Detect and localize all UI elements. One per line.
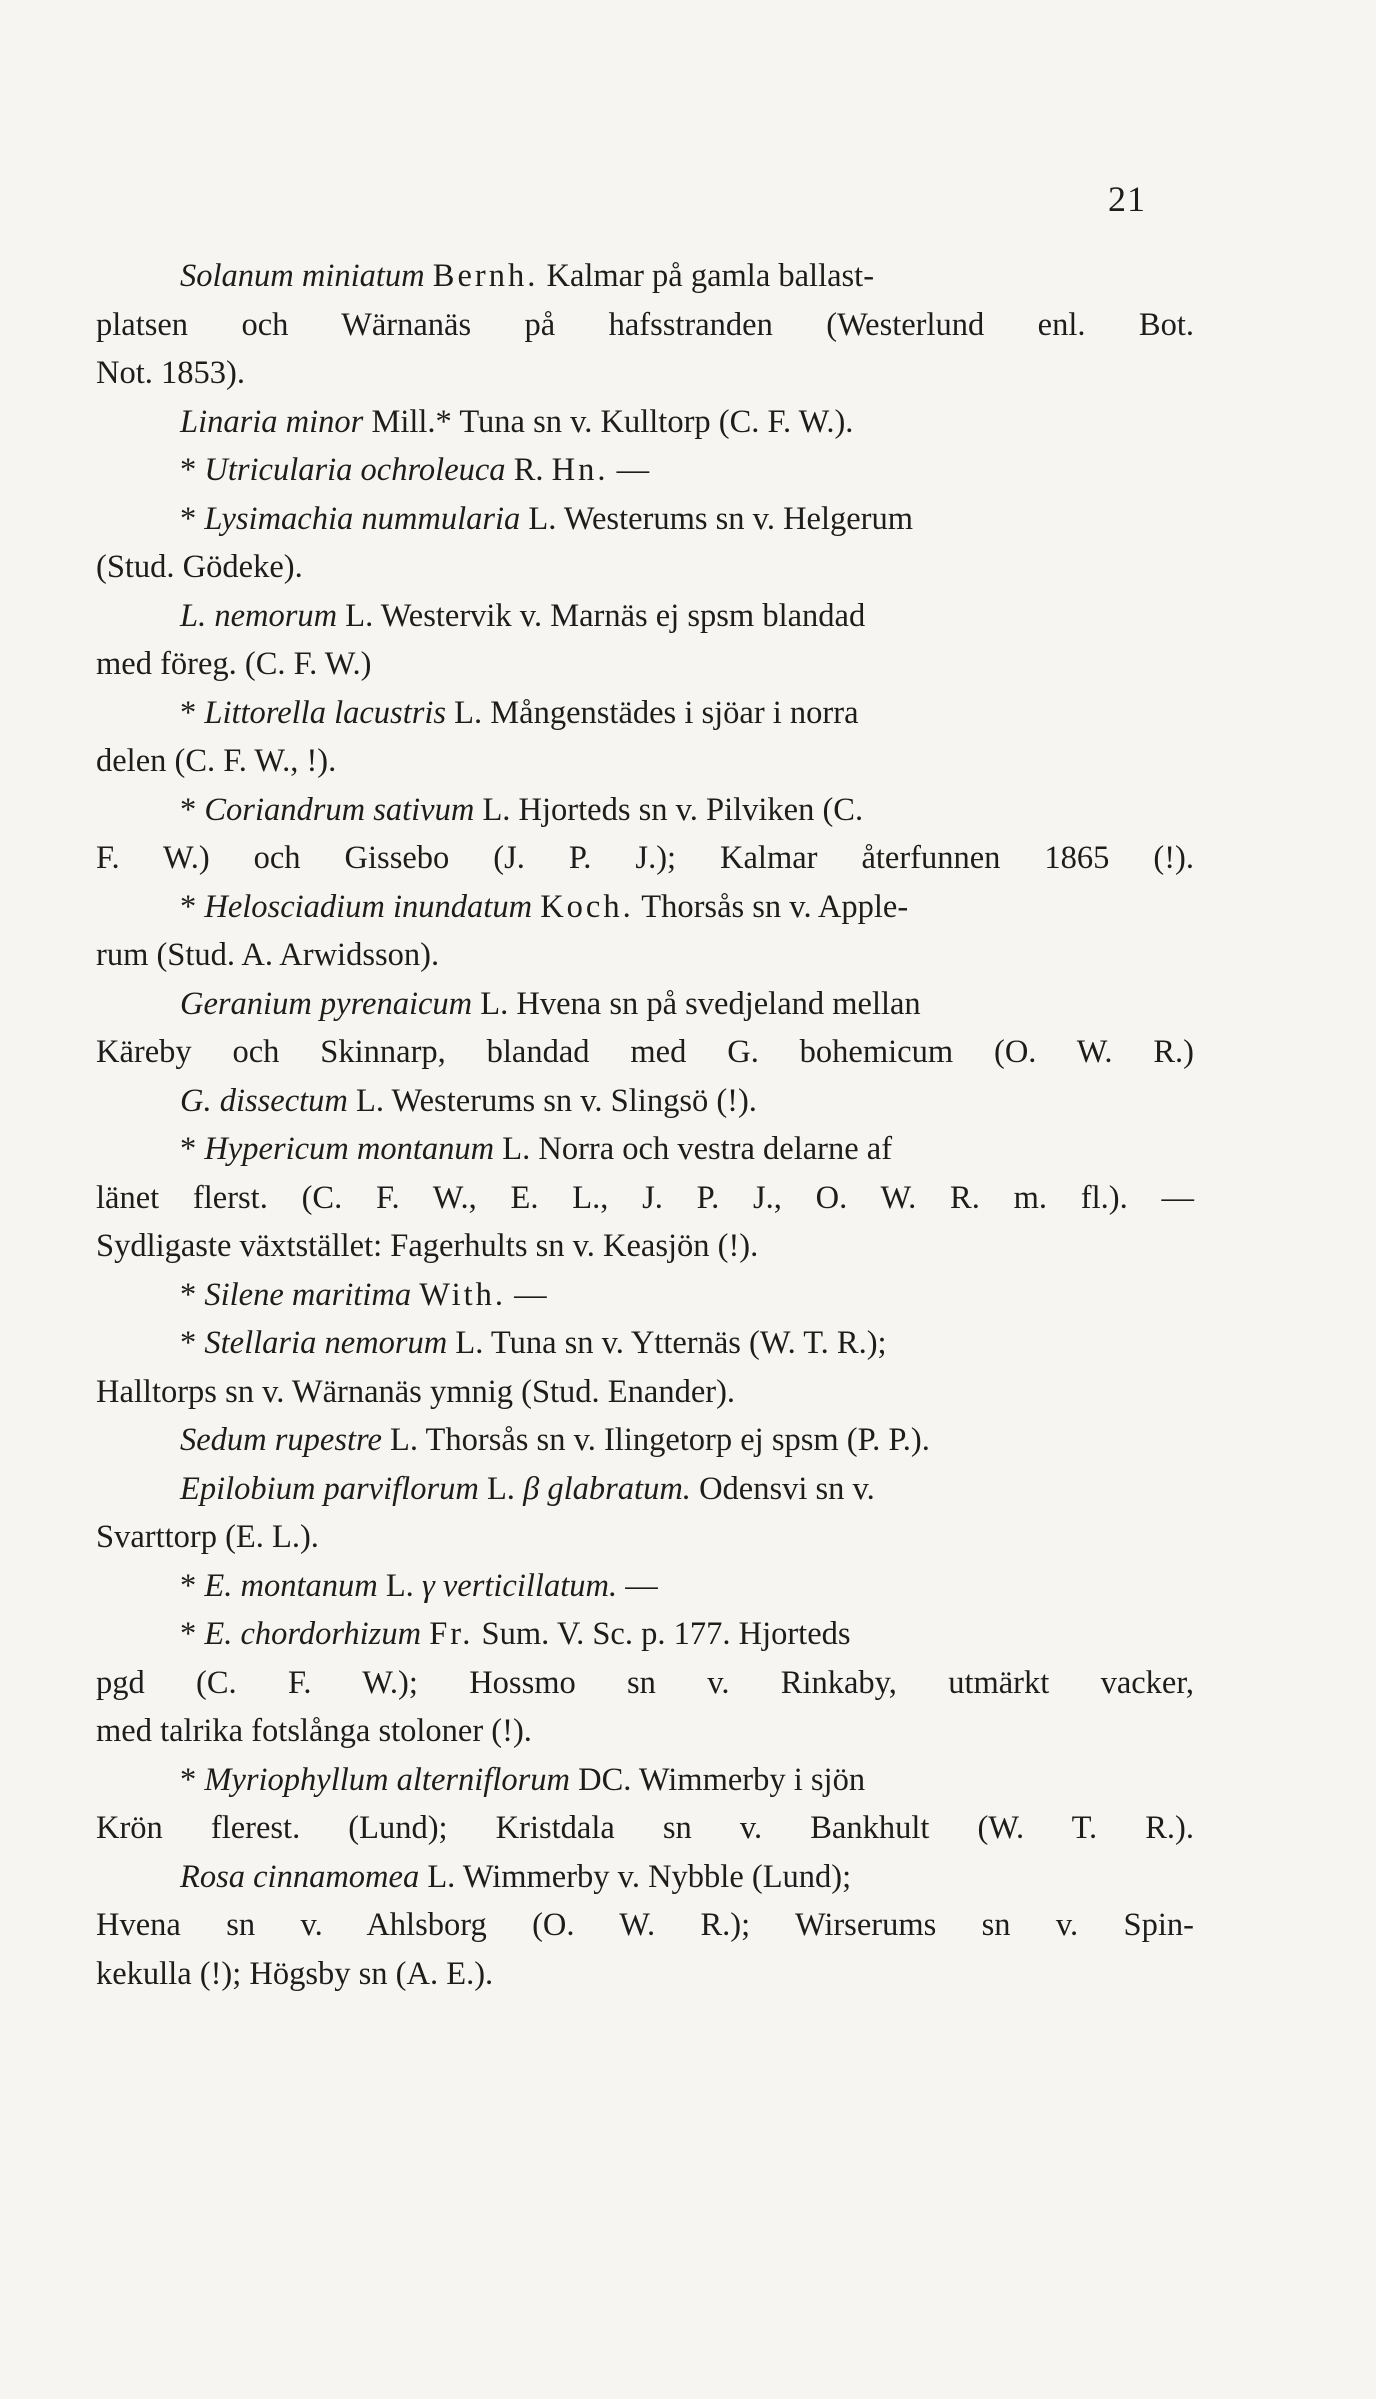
text-line [96,1901,1194,1950]
text-segment: med talrika fotslånga stoloner (!). [96,1713,532,1749]
text-segment: — [617,1567,658,1604]
text-segment: * [180,694,205,731]
text-line [96,1659,1194,1708]
taxon-name: G. dissectum [180,1082,348,1119]
text-segment [425,258,433,294]
text-segment: R. [505,452,552,488]
text-segment: L. Westerums sn v. Helgerum [520,500,914,537]
text-segment: Hvena sn v. Ahlsborg (O. W. R.); Wirserums sn v. Spin- [96,1907,1194,1943]
text-line [96,980,1194,1029]
page-body-text [96,252,1194,1998]
text-segment: L. [478,1470,524,1507]
text-line [96,1853,1194,1902]
text-segment: pgd (C. F. W.); Hossmo sn v. Rinkaby, utmärkt vacker, [96,1664,1194,1701]
text-segment: L. Wimmerby v. Nybble (Lund); [419,1858,852,1895]
taxon-name: Epilobium parviflorum [180,1470,479,1507]
text-segment: * [180,1616,205,1652]
text-segment: kekulla (!); Högsby sn (A. E.). [96,1955,494,1992]
taxon-name: Rosa cinnamomea [180,1858,420,1895]
text-line [96,446,1194,495]
text-segment: * [180,1276,205,1313]
taxon-name: Silene maritima [204,1276,412,1313]
text-segment: — [506,1276,547,1313]
taxon-name: Hypericum montanum [204,1131,495,1167]
text-segment: * [180,500,205,537]
text-segment: * [180,1325,205,1361]
text-segment: * [180,1761,205,1798]
taxon-name: Littorella lacustris [204,694,447,731]
text-segment: länet flerst. (C. F. W., E. L., J. P. J., O. W. R. m. fl.). — [96,1179,1194,1216]
text-line [96,1756,1194,1805]
text-line [96,1513,1194,1562]
text-line [96,1368,1194,1417]
text-line [96,737,1194,786]
text-line [96,834,1194,883]
text-segment: DC. Wimmerby i sjön [569,1761,866,1798]
text-segment: (Stud. Gödeke). [96,549,303,585]
text-segment: L. Norra och vestra delarne af [494,1131,893,1167]
author-name: Fr. [429,1616,474,1652]
taxon-name: L. nemorum [180,597,338,634]
taxon-name: γ verticillatum. [421,1567,618,1604]
text-segment: L. Hjorteds sn v. Pilviken (C. [474,791,864,828]
text-line [96,786,1194,835]
text-line [96,1125,1194,1174]
text-segment: * [180,452,205,488]
text-line [96,1416,1194,1465]
taxon-name: E. chordorhizum [204,1616,422,1652]
text-segment: * [180,1131,205,1167]
text-segment: Käreby och Skinnarp, blandad med G. bohemicum (O. W. R.) [96,1034,1194,1070]
text-line [96,1562,1194,1611]
taxon-name: Geranium pyrenaicum [180,985,473,1022]
taxon-name: E. montanum [204,1567,378,1604]
text-line [96,1707,1194,1756]
text-line [96,1465,1194,1514]
author-name: Bernh. [432,258,539,294]
text-line [96,349,1194,398]
text-segment: L. Westervik v. Marnäs ej spsm blandad [337,597,866,634]
text-line [96,592,1194,641]
text-segment [532,889,540,925]
text-line [96,1222,1194,1271]
text-segment: L. Mångenstädes i sjöar i norra [446,694,859,731]
text-segment: Sum. V. Sc. p. 177. Hjorteds [473,1616,851,1652]
text-line [96,1271,1194,1320]
text-segment: Mill.* Tuna sn v. Kulltorp (C. F. W.). [363,403,854,440]
text-segment: Krön flerest. (Lund); Kristdala sn v. Bankhult (W. T. R.). [96,1810,1194,1846]
text-line [96,1028,1194,1077]
text-line [96,883,1194,932]
text-segment: * [180,888,205,925]
taxon-name: Lysimachia nummularia [204,500,521,537]
text-segment [421,1616,429,1652]
author-name: With. [419,1276,507,1313]
text-segment: med föreg. (C. F. W.) [96,646,372,682]
taxon-name: β glabratum. [523,1470,691,1507]
taxon-name: Coriandrum sativum [204,791,475,828]
text-line [96,689,1194,738]
text-line [96,1077,1194,1126]
text-line [96,1950,1194,1999]
text-segment: L. [377,1567,422,1604]
page-number: 21 [1108,179,1146,219]
taxon-name: Sedum rupestre [180,1422,382,1458]
text-segment: L. Hvena sn på svedjeland mellan [472,985,921,1022]
text-segment: delen (C. F. W., !). [96,743,337,779]
text-line [96,301,1194,350]
text-segment: Not. 1853). [96,355,245,391]
taxon-name: Helosciadium inundatum [204,888,533,925]
text-segment: Halltorps sn v. Wärnanäs ymnig (Stud. Enander). [96,1373,736,1410]
text-segment: Thorsås sn v. Apple- [633,888,909,925]
text-line [96,640,1194,689]
text-segment: — [608,452,650,488]
taxon-name: Linaria minor [180,403,364,440]
text-line [96,1174,1194,1223]
text-line [96,931,1194,980]
text-segment: rum (Stud. A. Arwidsson). [96,937,440,973]
text-segment: platsen och Wärnanäs på hafsstranden (Westerlund enl. Bot. [96,306,1194,343]
text-segment: L. Tuna sn v. Ytternäs (W. T. R.); [447,1325,887,1361]
text-line [96,1319,1194,1368]
text-segment: L. Westerums sn v. Slingsö (!). [347,1082,757,1119]
author-name: Koch. [540,888,634,925]
text-line [96,398,1194,447]
text-line [96,1610,1194,1659]
text-segment: * [180,791,205,828]
taxon-name: Solanum miniatum [180,258,425,294]
text-segment: Kalmar på gamla ballast- [538,258,875,294]
text-segment: Odensvi sn v. [690,1470,875,1507]
text-line [96,252,1194,301]
text-segment: * [180,1567,205,1604]
text-segment: Sydligaste växtstället: Fagerhults sn v. Keasjön (!). [96,1228,759,1264]
taxon-name: Myriophyllum alterniflorum [204,1761,570,1798]
text-segment: F. W.) och Gissebo (J. P. J.); Kalmar återfunnen 1865 (!). [96,840,1194,876]
text-line [96,543,1194,592]
taxon-name: Utricularia ochroleuca [204,452,506,488]
text-segment: L. Thorsås sn v. Ilingetorp ej spsm (P. P.). [381,1422,930,1458]
author-name: Hn. [551,452,609,488]
text-segment: Svarttorp (E. L.). [96,1519,319,1555]
text-line [96,1804,1194,1853]
text-segment [411,1277,419,1313]
text-line [96,495,1194,544]
taxon-name: Stellaria nemorum [204,1325,448,1361]
